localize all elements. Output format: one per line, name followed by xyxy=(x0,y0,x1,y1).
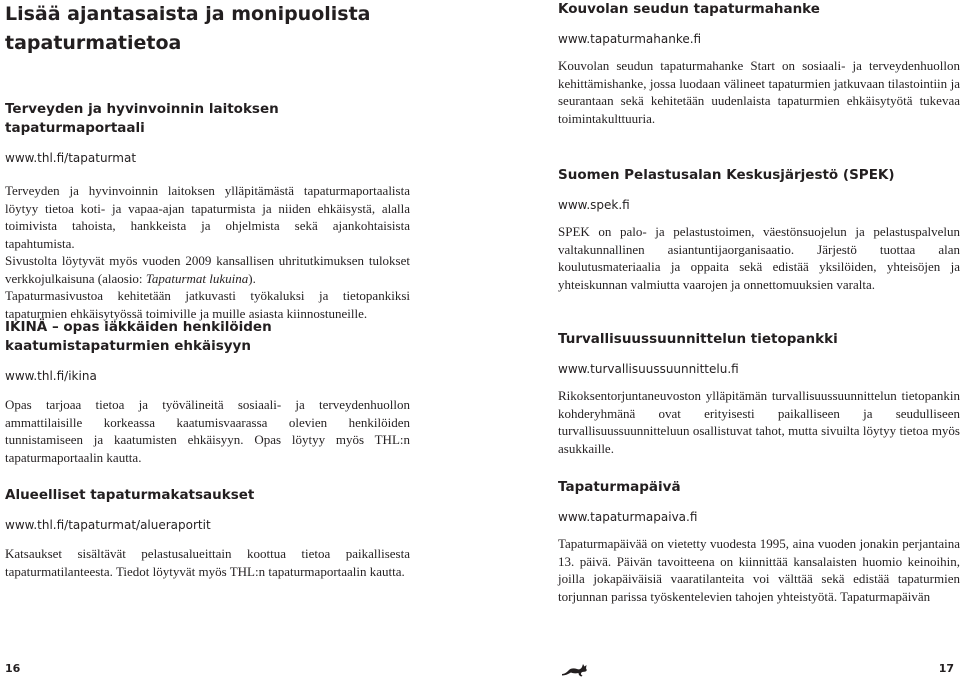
section-heading: IKINÄ – opas iäkkäiden henkilöiden kaatumistapaturmien ehkäisyyn xyxy=(5,319,272,354)
section-link[interactable]: www.tapaturmapaiva.fi xyxy=(558,510,698,524)
page-number-right: 17 xyxy=(938,662,954,675)
section-heading: Terveyden ja hyvinvoinnin laitoksen tapaturmaportaali xyxy=(5,101,279,136)
section-spek xyxy=(558,166,960,293)
section-link[interactable]: www.spek.fi xyxy=(558,198,630,212)
section-link[interactable]: www.thl.fi/tapaturmat xyxy=(5,151,137,165)
page-number-left: 16 xyxy=(5,662,21,675)
section-ikina xyxy=(5,318,410,466)
cat-silhouette-icon xyxy=(560,660,590,678)
section-paragraph: Terveyden ja hyvinvoinnin laitoksen ylläpitämästä tapaturmaportaalista löytyy tietoa koti- ja vapaa-ajan tapaturmista ja niiden ehkäisystä, alalla toimivista tahoista, hankkeista ja ohjelmista sekä ajankohtaisista tapahtumista. xyxy=(5,183,410,251)
section-paragraph: SPEK on palo- ja pelastustoimen, väestönsuojelun ja pelastuspalvelun valtakunnallinen asiantuntijaorganisaatio. Järjestö tuottaa alan koulutusmateriaalia ja oppaita sekä edistää yksilöiden, yhteisöjen ja yhteiskunnan valmiutta vaarojen ja onnettomuuksien varalta. xyxy=(558,224,960,292)
section-heading: Suomen Pelastusalan Keskusjärjestö (SPEK) xyxy=(558,167,895,183)
section-heading: Tapaturmapäivä xyxy=(558,479,681,495)
section-heading: Kouvolan seudun tapaturmahanke xyxy=(558,1,820,17)
section-paragraph: Rikoksentorjuntaneuvoston ylläpitämän turvallisuussuunnittelun tietopankin kohderyhmänä ovat erityisesti paikalliseen ja seudulliseen turvallisuussuunnitteluun osallistuvat tahot, mutta sivuilta löytyy tietoa myös asukkaille. xyxy=(558,388,960,456)
section-link[interactable]: www.thl.fi/ikina xyxy=(5,369,97,383)
section-link[interactable]: www.turvallisuussuunnittelu.fi xyxy=(558,362,739,376)
section-alueraportit xyxy=(5,486,410,580)
section-paragraph: Tapaturmasivustoa kehitetään jatkuvasti työkaluksi ja tietopankiksi tapaturmien ehkäisytyössä toimiville ja muille asiasta kiinnostuneille. xyxy=(5,288,410,321)
section-heading: Alueelliset tapaturmakatsaukset xyxy=(5,487,255,503)
section-heading: Turvallisuussuunnittelun tietopankki xyxy=(558,331,838,347)
section-kouvola xyxy=(558,0,960,127)
section-turvallisuussuunnittelu xyxy=(558,330,960,457)
section-tapaturmapaiva xyxy=(558,478,960,605)
page-title: Lisää ajantasaista ja monipuolista tapaturmatietoa xyxy=(5,3,371,54)
section-link[interactable]: www.thl.fi/tapaturmat/alueraportit xyxy=(5,518,211,532)
section-paragraph: Sivustolta löytyvät myös vuoden 2009 kansallisen uhritutkimuksen tulokset verkkojulkaisuna (alaosio: Tapaturmat lukuina). xyxy=(5,253,410,286)
page-title-block xyxy=(5,0,410,58)
section-paragraph: Kouvolan seudun tapaturmahanke Start on sosiaali- ja terveydenhuollon kehittämishanke, jossa luodaan välineet tapaturmien jatkuvaan tilastointiin ja seurantaan sekä kehitetään uudenlaista tapaturmien ehkäisytyötä tukevaa toimintakulttuuria. xyxy=(558,58,960,126)
section-paragraph: Tapaturmapäivää on vietetty vuodesta 1995, aina vuoden jonakin perjantaina 13. päivä. Päivän tavoitteena on kiinnittää kansalaisten huomio keinoihin, joilla jokapäiväisiä vaaratilanteita voi välttää sekä edistää tapaturmien torjunnan parissa työskentelevien tahojen yhteistyötä. Tapaturmapäivän xyxy=(558,536,960,604)
section-tapaturmaportaali xyxy=(5,100,410,322)
section-paragraph: Opas tarjoaa tietoa ja työvälineitä sosiaali- ja terveydenhuollon ammattilaisille korkeassa kaatumisvaarassa olevien henkilöiden tunnistamiseen ja kaatumisten ehkäisyyn. Opas löytyy myös THL:n tapaturmaportaalin kautta. xyxy=(5,397,410,465)
section-paragraph: Katsaukset sisältävät pelastusalueittain koottua tietoa paikallisesta tapaturmatilanteesta. Tiedot löytyvät myös THL:n tapaturmaportaalin kautta. xyxy=(5,546,410,579)
section-link[interactable]: www.tapaturmahanke.fi xyxy=(558,32,702,46)
